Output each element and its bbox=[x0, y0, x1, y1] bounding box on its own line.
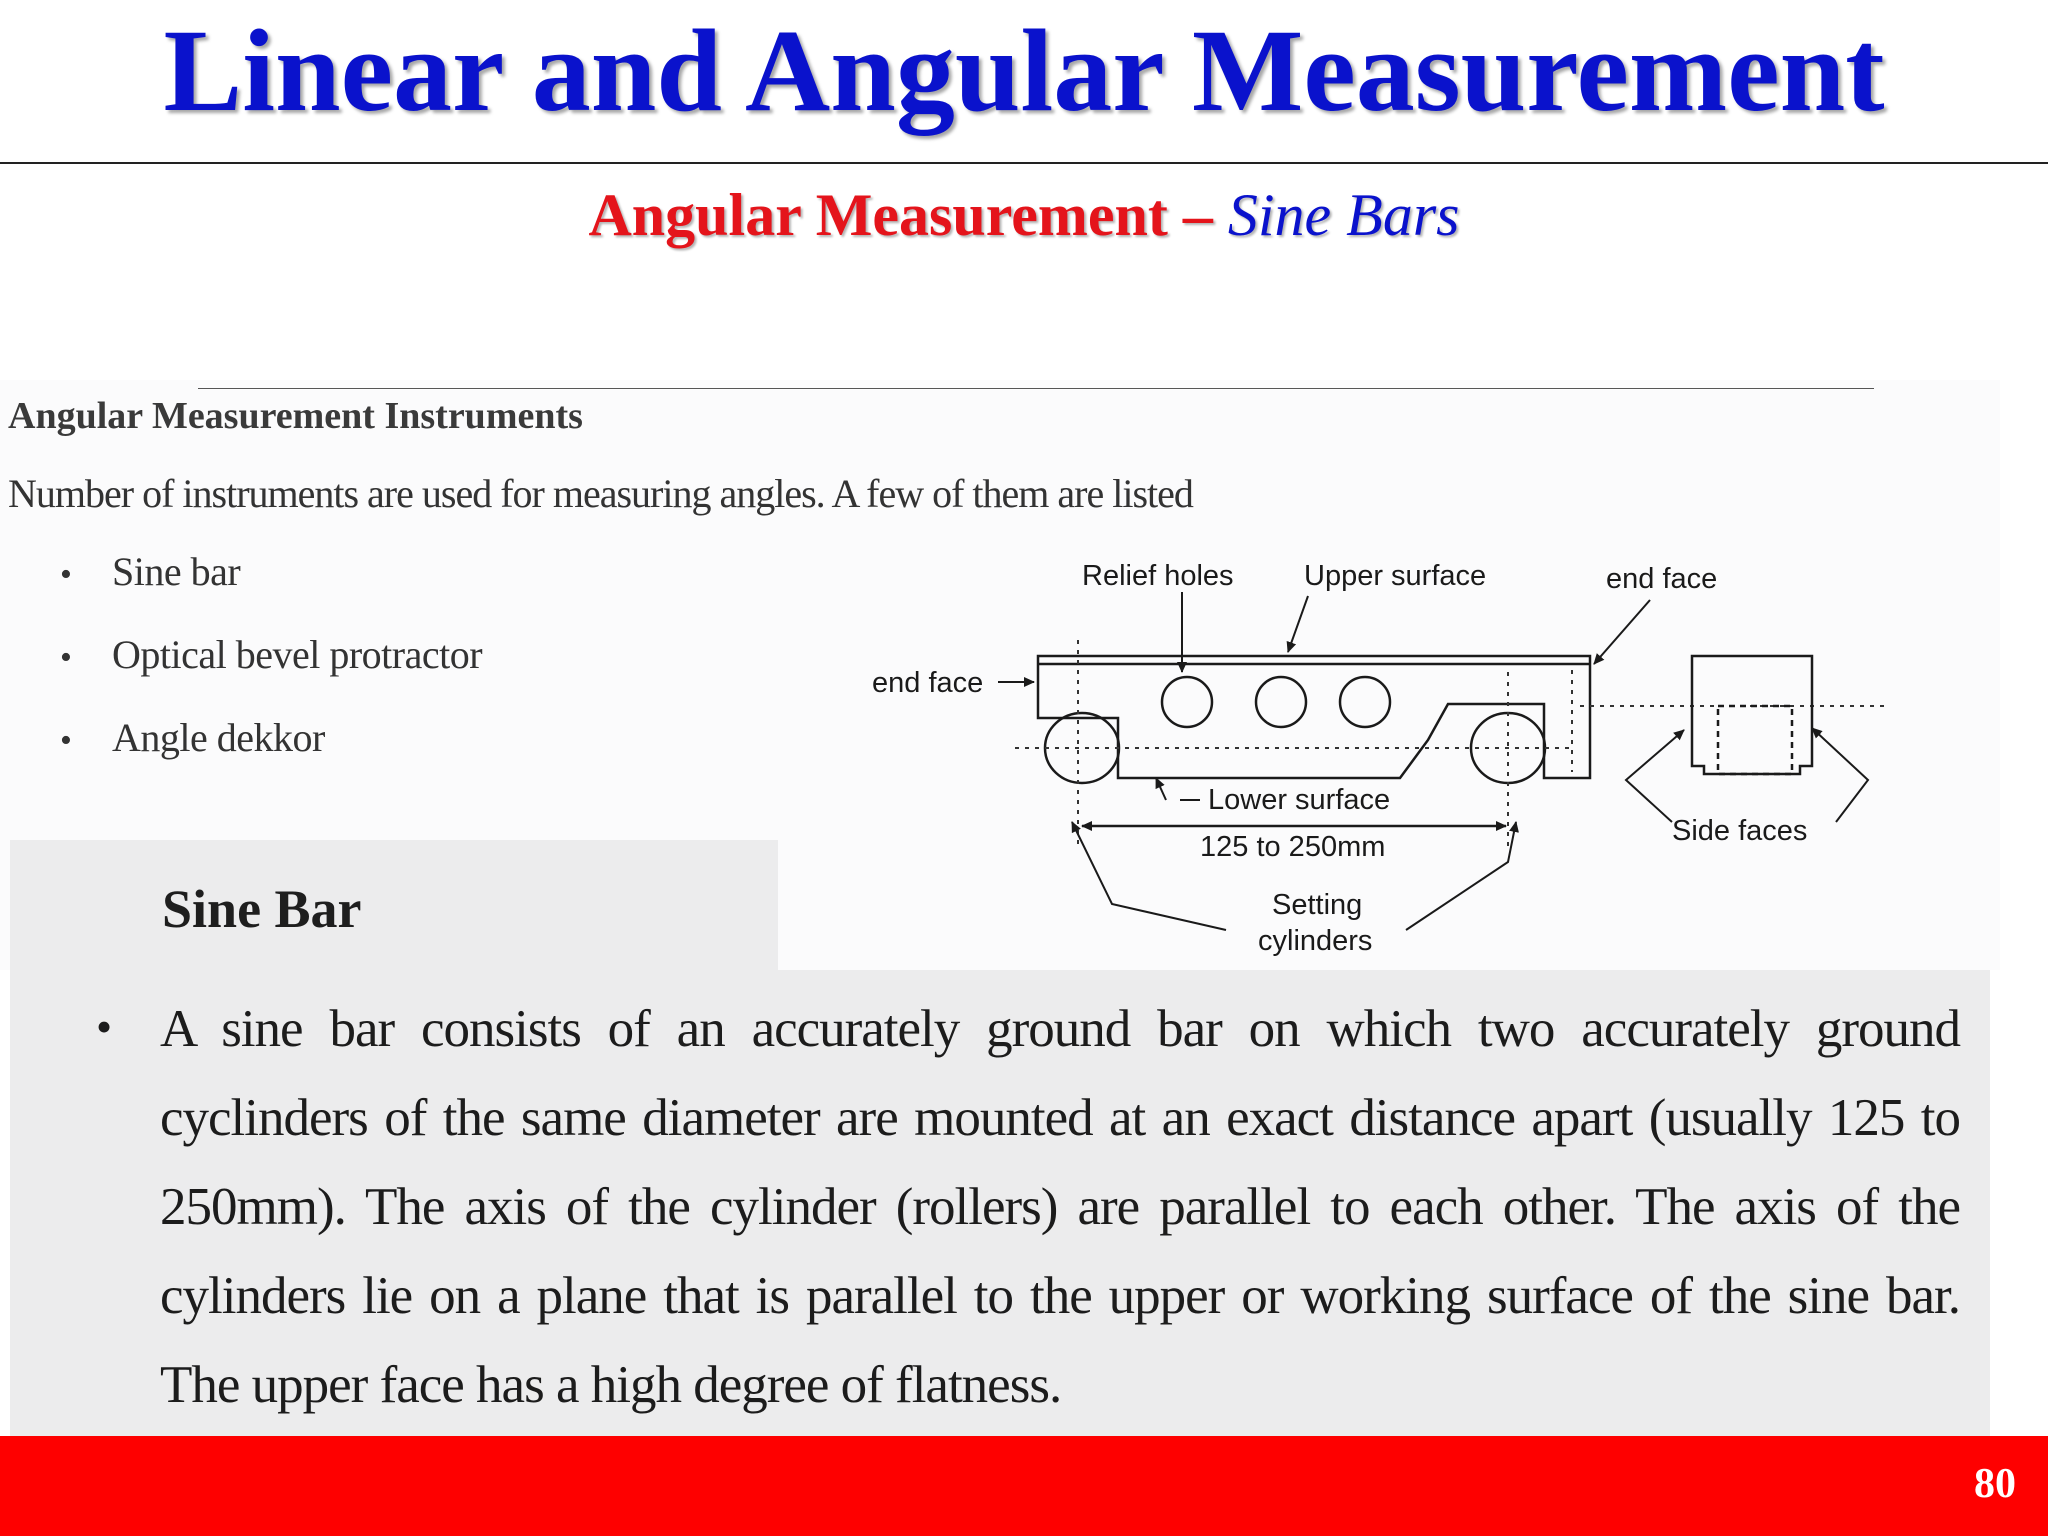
slide-subtitle bbox=[0, 180, 2048, 250]
bullet-icon: • bbox=[96, 1001, 113, 1052]
distance-label: 125 to 250mm bbox=[1200, 831, 1386, 863]
sine-bar-title: Sine Bar bbox=[162, 879, 362, 939]
bullet-icon: • bbox=[60, 722, 72, 759]
page-number: 80 bbox=[1974, 1461, 2016, 1507]
list-item bbox=[60, 548, 482, 631]
slide-title: Linear and Angular Measurement bbox=[163, 5, 1885, 136]
sine-bar-heading-panel bbox=[10, 840, 778, 975]
relief-holes-label: Relief holes bbox=[1082, 560, 1234, 592]
subtitle-main: Angular Measurement – bbox=[588, 182, 1228, 248]
side-faces-label: Side faces bbox=[1672, 815, 1808, 847]
instrument-list bbox=[60, 548, 482, 797]
bullet-icon: • bbox=[60, 556, 72, 593]
scan-heading: Angular Measurement Instruments bbox=[8, 395, 583, 437]
instrument-label: Optical bevel protractor bbox=[112, 632, 483, 677]
sine-bar-description: A sine bar consists of an accurately ground bar on which two accurately ground cyclinders of the same diameter are mounted at an exact distance apart (usually 125 to 250mm). The axis of the cylinder (rollers) are parallel to each other. The axis of the cylinders lie on a plane that is parallel to the upper or working surface of the sine bar. The upper face has a high degree of flatness. bbox=[160, 1000, 1960, 1414]
side-view bbox=[1692, 656, 1812, 774]
setting-cylinders-label-2: cylinders bbox=[1258, 925, 1373, 957]
relief-hole bbox=[1340, 677, 1390, 727]
instrument-label: Sine bar bbox=[112, 549, 241, 594]
lower-surface-label: Lower surface bbox=[1208, 784, 1391, 816]
sine-bar-diagram bbox=[860, 560, 1910, 970]
title-divider bbox=[0, 162, 2048, 164]
bullet-icon: • bbox=[60, 639, 72, 676]
instrument-label: Angle dekkor bbox=[112, 715, 325, 760]
end-face-right-label: end face bbox=[1606, 563, 1718, 595]
setting-cylinders-label: Setting bbox=[1272, 889, 1363, 921]
list-item bbox=[60, 631, 482, 714]
footer-bar bbox=[0, 1436, 2048, 1536]
upper-surface-label: Upper surface bbox=[1304, 560, 1487, 592]
relief-hole bbox=[1256, 677, 1306, 727]
end-face-left-label: end face bbox=[872, 667, 984, 699]
subtitle-italic: Sine Bars bbox=[1227, 182, 1460, 248]
scan-rule bbox=[198, 388, 1874, 389]
relief-hole bbox=[1162, 677, 1212, 727]
scan-intro: Number of instruments are used for measuring angles. A few of them are listed bbox=[8, 471, 1193, 516]
list-item bbox=[60, 714, 482, 797]
